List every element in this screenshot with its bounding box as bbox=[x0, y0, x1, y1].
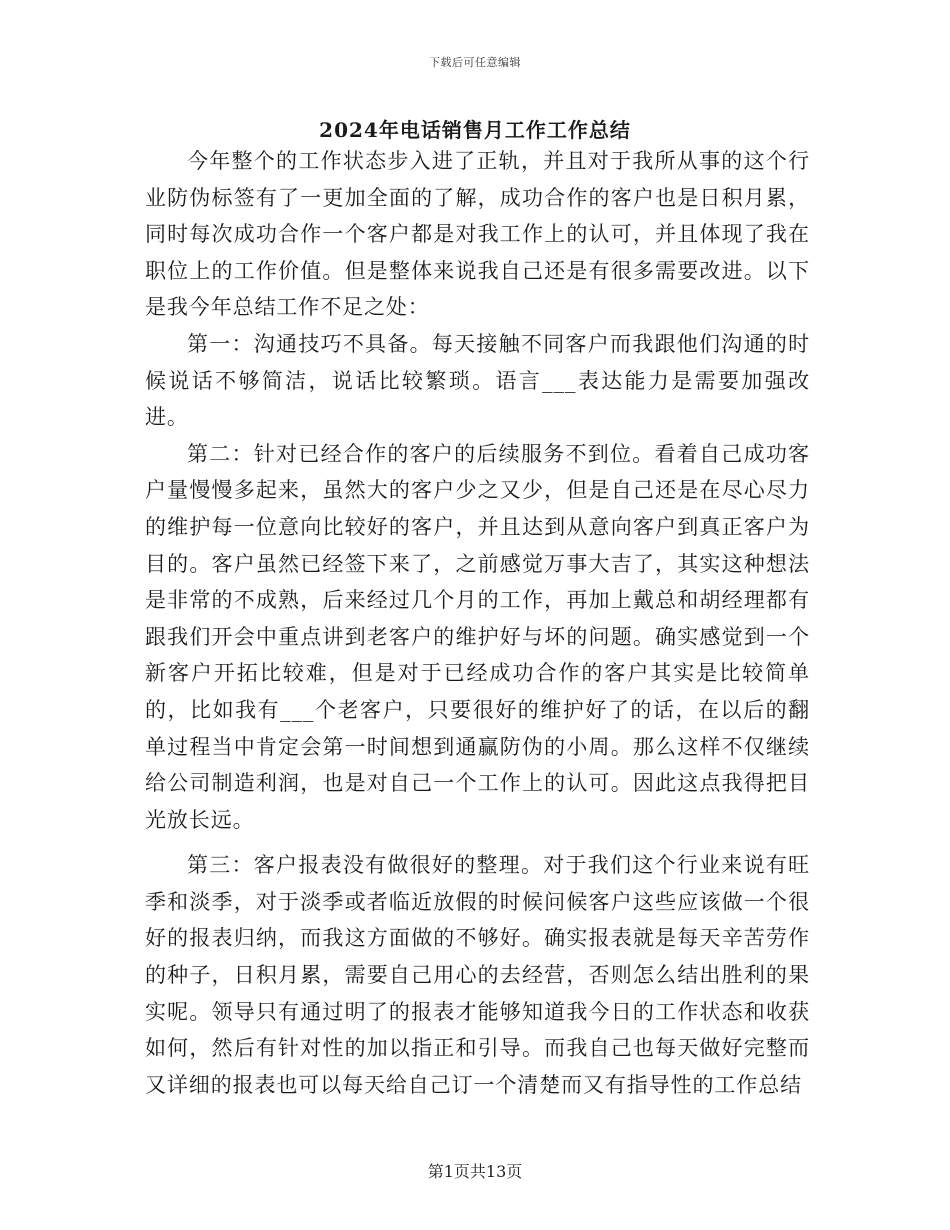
paragraph-intro: 今年整个的工作状态步入进了正轨，并且对于我所从事的这个行业防伪标签有了一更加全面的了解，成功合作的客户也是日积月累，同时每次成功合作一个客户都是对我工作上的认可，并且体现了我在职位上的工作价值。但是整体来说我自己还是有很多需要改进。以下是我今年总结工作不足之处： bbox=[145, 149, 810, 320]
paragraph-point-two: 第二：针对已经合作的客户的后续服务不到位。看着自己成功客户量慢慢多起来，虽然大的客户少之又少，但是自己还是在尽心尽力的维护每一位意向比较好的客户，并且达到从意向客户到真正客户为目的。客户虽然已经签下来了，之前感觉万事大吉了，其实这种想法是非常的不成熟，后来经过几个月的工作，再加上戴总和胡经理都有跟我们开会中重点讲到老客户的维护好与坏的问题。确实感觉到一个新客户开拓比较难，但是对于已经成功合作的客户其实是比较简单的，比如我有___个老客户，只要很好的维护好了的话，在以后的翻单过程当中肯定会第一时间想到通赢防伪的小周。那么这样不仅继续给公司制造利润，也是对自己一个工作上的认可。因此这点我得把目光放长远。 bbox=[145, 441, 810, 832]
paragraph-point-three: 第三：客户报表没有做很好的整理。对于我们这个行业来说有旺季和淡季，对于淡季或者临近放假的时候问候客户这些应该做一个很好的报表归纳，而我这方面做的不够好。确实报表就是每天辛苦劳作的种子，日积月累，需要自己用心的去经营，否则怎么结出胜利的果实呢。领导只有通过明了的报表才能够知道我今日的工作状态和收获如何，然后有针对性的加以指正和引导。而我自己也每天做好完整而又详细的报表也可以每天给自己订一个清楚而又有指导性的工作总结 bbox=[145, 853, 810, 1097]
paragraph-point-one: 第一：沟通技巧不具备。每天接触不同客户而我跟他们沟通的时候说话不够简洁，说话比较繁琐。语言___表达能力是需要加强改进。 bbox=[145, 331, 810, 430]
document-body bbox=[145, 143, 810, 1103]
page-number: 第1页共13页 bbox=[427, 1162, 523, 1181]
document-title: 2024年电话销售月工作工作总结 bbox=[319, 118, 631, 142]
header-note: 下载后可任意编辑 bbox=[429, 56, 521, 69]
